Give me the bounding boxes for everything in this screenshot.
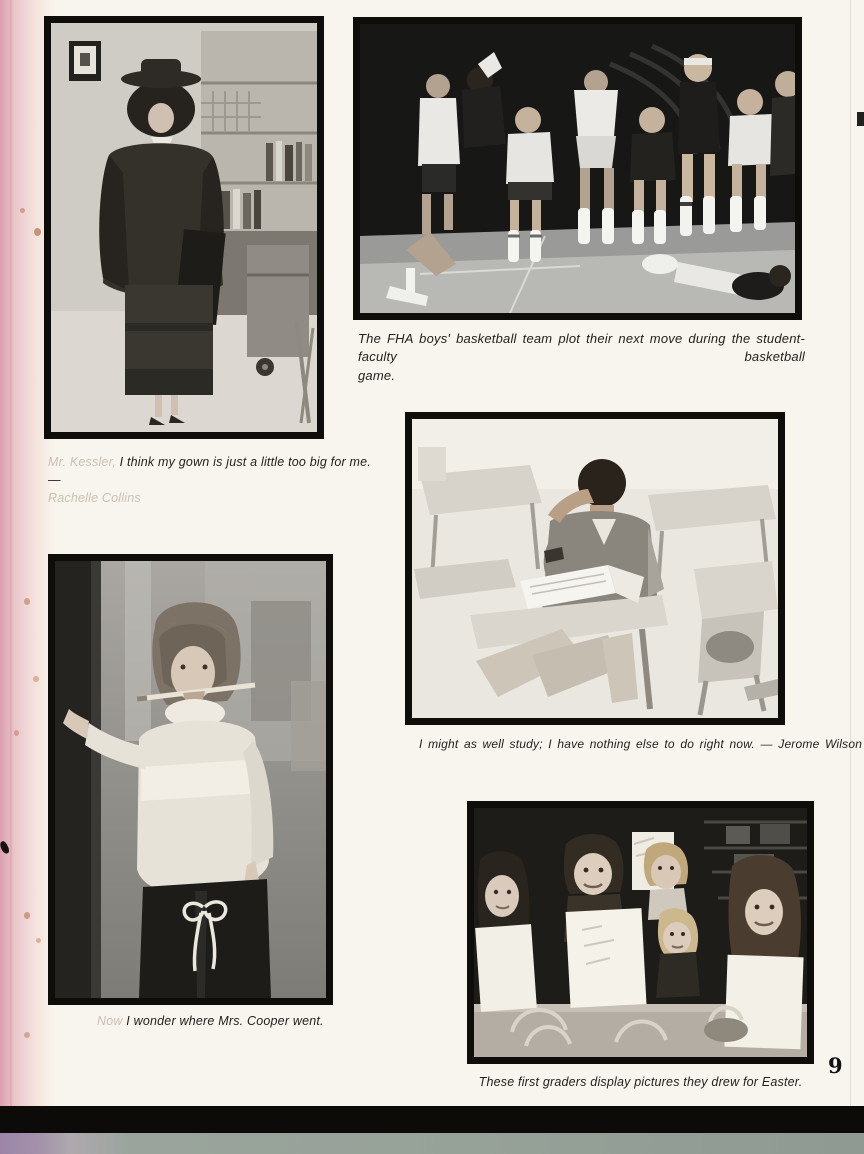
basketball-team-image — [360, 24, 795, 313]
caption-faded-word: Now — [97, 1014, 123, 1028]
paper-speck — [24, 1032, 30, 1038]
paper-speck — [33, 676, 39, 682]
paper-speck — [20, 208, 25, 213]
caption-attribution: Rachelle Collins — [48, 490, 141, 505]
caption-easter: These first graders display pictures they drew for Easter. — [478, 1075, 803, 1089]
caption-faded-name: Mr. Kessler, — [48, 455, 120, 469]
paper-speck — [36, 938, 41, 943]
page-right-edge — [850, 0, 851, 1106]
graduation-gown-image — [51, 23, 317, 432]
caption-quote: I think my gown is just a little too big for me. — — [48, 455, 371, 487]
paper-speck — [14, 730, 19, 736]
caption-graduation-gown — [48, 454, 378, 507]
scanner-bed — [0, 1133, 864, 1154]
binding-crease — [10, 0, 12, 1106]
caption-wonder — [97, 1013, 324, 1031]
paper-speck — [24, 912, 30, 919]
girl-pencil-image — [55, 561, 326, 998]
paper-speck — [24, 598, 30, 605]
photo-first-graders — [467, 801, 814, 1064]
photo-student-studying — [405, 412, 785, 725]
page-bottom-shadow — [0, 1106, 864, 1133]
page-number: 9 — [828, 1053, 843, 1078]
caption-line2: game. — [358, 367, 396, 383]
page-edge-tab — [857, 112, 864, 126]
student-studying-image — [412, 419, 778, 718]
paper-speck — [34, 228, 41, 236]
caption-study: I might as well study; I have nothing else to do right now. — Jerome Wilson — [419, 737, 863, 751]
photo-graduation-gown — [44, 16, 324, 439]
caption-quote: I wonder where Mrs. Cooper went. — [122, 1014, 324, 1028]
caption-basketball — [358, 330, 805, 385]
caption-line1: The FHA boys' basketball team plot their next move during the student-faculty basketball — [358, 331, 805, 365]
first-graders-image — [474, 808, 807, 1057]
photo-girl-pencil — [48, 554, 333, 1005]
photo-basketball-team — [353, 17, 802, 320]
